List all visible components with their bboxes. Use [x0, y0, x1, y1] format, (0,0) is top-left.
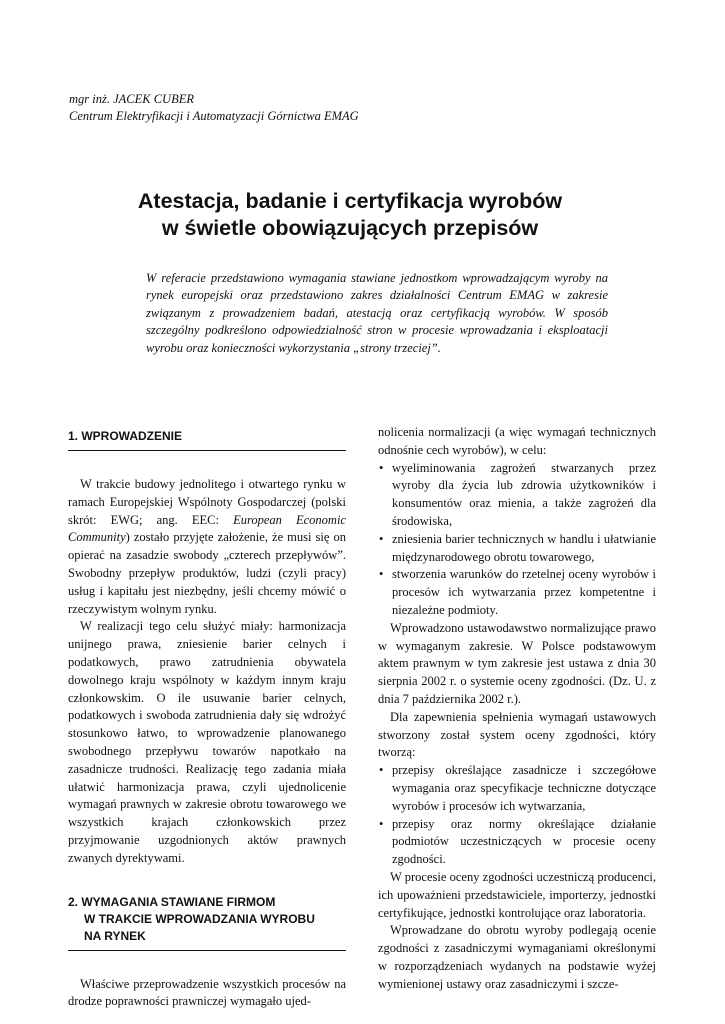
section-1-heading: 1. WPROWADZENIE — [68, 428, 346, 451]
right-paragraph-5: Wprowadzane do obrotu wyroby podlegają ocenie zgodności z zasadniczymi wymaganiami określonymi w rozporządzeniach wydanych na podstawie wyżej wymienionej ustawy oraz zasadniczymi i szcze- — [378, 923, 656, 991]
author-block — [69, 91, 489, 125]
list-item: • wyeliminowania zagrożeń stwarzanych przez wyroby dla życia lub zdrowia użytkowników i konsumentów oraz mienia, a także zagrożeń dla środowiska, — [378, 460, 656, 531]
title-line-1: Atestacja, badanie i certyfikacja wyrobów — [137, 189, 563, 213]
section-1-paragraph-1 — [68, 476, 346, 618]
text-run: ) zostało przyjęte założenie, że musi się on opierać na zasadzie swobody „czterech przepływów”. Swobodny przepływ produktów, ludzi (czyli pracy) usług i kapitału jest niezbędny, jeśli chcemy mówić o rzeczywistym wolnym rynku. — [68, 530, 346, 616]
right-paragraph-4: W procesie oceny zgodności uczestniczą producenci, ich upoważnieni przedstawiciele, importerzy, jednostki certyfikujące, jednostki kontrolujące oraz laboratoria. — [378, 869, 656, 920]
text-run: W trakcie budowy jednolitego i otwartego rynku w ramach Europejskiej Wspólnoty Gospodarczej (polski skrót: EWG; ang. EEC: — [68, 477, 346, 527]
right-paragraph-continued: nolicenia normalizacji (a więc wymagań technicznych odnośnie cech wyrobów), w celu: — [378, 425, 656, 457]
right-paragraph-3: Dla zapewnienia spełnienia wymagań ustawowych stworzony został system oceny zgodności, który tworzą: — [378, 709, 656, 760]
abstract: W referacie przedstawiono wymagania stawiane jednostkom wprowadzającym wyroby na rynek europejski oraz przedstawiono zakres działalności Centrum EMAG w zakresie związanym z prowadzeniem badań, atestacją oraz certyfikacją wyrobów. W sposób szczególny podkreślono odpowiedzialność stron w procesie wprowadzania i eksploatacji wyrobu oraz konieczności wykorzystania „strony trzeciej”. — [146, 271, 608, 355]
list-item: • stworzenia warunków do rzetelnej oceny wyrobów i procesów ich wytwarzania przez kompetentne i niezależne podmioty. — [378, 566, 656, 619]
author-affiliation: Centrum Elektryfikacji i Automatyzacji Górnictwa EMAG — [69, 109, 359, 123]
section-1-paragraph-2: W realizacji tego celu służyć miały: harmonizacja unijnego prawa, zniesienie barier celnych i podatkowych, prawo zatrudnienia obywatela dowolnego kraju wspólnoty w każdym innym kraju członkowskim. O ile usuwanie barier celnych, podatkowych i swoboda zatrudnienia dały się wdrożyć stosunkowo łatwo, to wprowadzenie planowanego swobodnego przepływu towarów napotkało na zasadnicze trudności. Realizację tego zadania miała ułatwić harmonizacja prawa, czyli ujednolicenie wymagań prawnych w zakresie obrotu towarowego we wszystkich krajach członkowskich przez przyjmowanie uzgodnionych aktów prawnych zwanych dyrektywami. — [68, 619, 346, 865]
left-column — [68, 424, 346, 1011]
right-column — [378, 424, 656, 994]
list-item: • przepisy oraz normy określające działanie podmiotów uczestniczących w procesie oceny zgodności. — [378, 816, 656, 869]
author-name: mgr inż. JACEK CUBER — [69, 92, 194, 106]
list-item: • przepisy określające zasadnicze i szczegółowe wymagania oraz specyfikacje techniczne dotyczące wyrobów i procesów ich wytwarzania, — [378, 762, 656, 815]
bullet-list-1 — [378, 460, 656, 620]
title-line-2: w świetle obowiązujących przepisów — [161, 216, 539, 240]
list-item: • zniesienia barier technicznych w handlu i ułatwianie międzynarodowego obrotu towarowego, — [378, 531, 656, 567]
section-2-heading-line-2: W TRAKCIE WPROWADZANIA WYROBU — [84, 911, 315, 926]
right-paragraph-2: Wprowadzono ustawodawstwo normalizujące prawo w wymaganym zakresie. W Polsce podstawowym aktem prawnym w tym zakresie jest ustawa z dnia 30 sierpnia 2002 r. o systemie oceny zgodności. (Dz. U. z dnia 7 października 2002 r.). — [378, 620, 656, 706]
section-2-heading-line-1: 2. WYMAGANIA STAWIANE FIRMOM — [68, 894, 276, 909]
section-2-paragraph-1: Właściwe przeprowadzenie wszystkich procesów na drodze poprawności prawniczej wymagało ujed- — [68, 976, 346, 1009]
paper-title — [100, 188, 600, 242]
text-run-italic: European Economic Community — [68, 512, 346, 545]
section-2-heading-line-3: NA RYNEK — [84, 928, 146, 943]
section-2-heading — [68, 894, 346, 951]
bullet-list-2 — [378, 762, 656, 869]
